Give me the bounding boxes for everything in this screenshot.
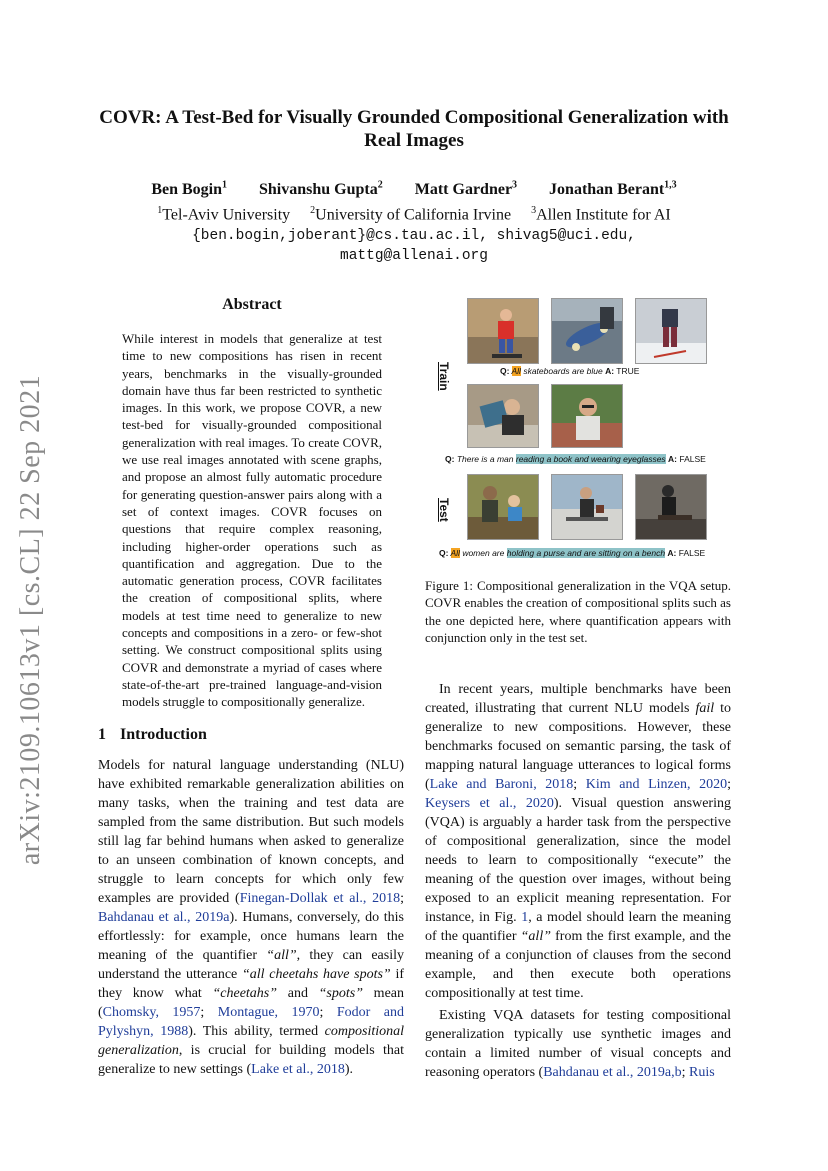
train-question-2: Q: There is a man reading a book and wearing eyeglasses A: FALSE	[445, 454, 706, 464]
emails-line-2: mattg@allenai.org	[340, 247, 488, 264]
photo-woman-children-bench	[467, 474, 539, 540]
author-block	[80, 175, 748, 266]
train-question-1: Q: All skateboards are blue A: TRUE	[500, 366, 640, 376]
author-name: Shivanshu Gupta$^2$	[259, 180, 383, 199]
author-name: Matt Gardner$^3$	[414, 180, 518, 199]
photo-woman-sitting	[635, 474, 707, 540]
photo-child-skateboard	[467, 298, 539, 364]
author-name: Jonathan Berant$^{1,3}$	[549, 180, 677, 199]
intro-paragraph: Models for natural language understanding (NLU) have exhibited remarkable generalization abilities on many tasks, when the training and test data are sampled from the same distribution. But such models still lag far behind humans when asked to generalize to an unseen combination of known concepts, and struggle to learn concepts for which only few examples are provided (Finegan-Dollak et al., 2018; Bahdanau et al., 2019a). Humans, conversely, do this effortlessly: for example, once humans learn the meaning of the quantifier “all”, they can easily understand the utterance “all cheetahs have spots” if they know what “cheetahs” and “spots” mean (Chomsky, 1957; Montague, 1970; Fodor and Pylyshyn, 1988). This ability, termed compositional generalization, is crucial for building models that generalize to new settings (Lake et al., 2018).	[98, 758, 405, 1077]
photo-skier	[635, 298, 707, 364]
author-name: Ben Bogin$^1$	[151, 180, 227, 199]
right-column-body	[425, 680, 731, 1082]
citation-link[interactable]: Finegan-Dollak et al., 2018	[239, 891, 401, 906]
photo-man-eyeglasses	[551, 384, 623, 448]
citation-link[interactable]: Bahdanau et al., 2019a	[98, 910, 230, 925]
abstract-text: While interest in models that generalize at test time to new compositions has risen in recent years, benchmarks in the visually-grounded domain have thus far been restricted to synthetic images. In this work, we propose COVR, a new test-bed for visually-grounded compositional generalization with real images. To create COVR, we use real images annotated with scene graphs, and propose an almost fully automatic procedure for generating question-answer pairs along with a set of context images. COVR focuses on questions that require complex reasoning, including higher-order operations such as quantification and aggregation. Due to the automatic generation process, COVR facilitates the creation of compositional splits, where models at test time need to generalize to new concepts and compositions in a zero- or few-shot setting. We construct compositional splits using COVR and demonstrate a myriad of cases where state-of-the-art pre-trained language-and-vision models struggle to compositionally generalize.	[122, 331, 382, 710]
citation-link[interactable]: Lake et al., 2018	[251, 1062, 345, 1077]
emails-line-1: {ben.bogin,joberant}@cs.tau.ac.il, shivag5@uci.edu,	[192, 227, 636, 244]
citation-link[interactable]: Bahdanau et al., 2019a,b	[543, 1065, 682, 1080]
photo-man-reading	[467, 384, 539, 448]
section-heading	[98, 726, 221, 744]
arxiv-sidebar	[8, 360, 54, 880]
citation-link[interactable]: Kim and Linzen, 2020	[585, 777, 728, 792]
author-names	[80, 175, 748, 200]
section-number: 1	[98, 726, 106, 743]
figure-1	[425, 292, 735, 574]
test-label: Test	[437, 498, 451, 522]
arxiv-identifier: arXiv:2109.10613v1 [cs.CL] 22 Sep 2021	[15, 374, 46, 866]
citation-link[interactable]: Chomsky, 1957	[102, 1005, 201, 1020]
citation-link[interactable]: Montague, 1970	[217, 1005, 320, 1020]
train-label: Train	[437, 362, 451, 391]
citation-link[interactable]: Keysers et al., 2020	[425, 796, 554, 811]
figure-reference-link[interactable]: 1	[521, 910, 529, 925]
test-question: Q: All women are holding a purse and are sitting on a bench A: FALSE	[439, 548, 706, 558]
citation-link[interactable]: Fodor and Pylyshyn, 1988	[98, 1005, 404, 1039]
paragraph: In recent years, multiple benchmarks have been created, illustrating that current NLU models fail to generalize to new compositions. However, these benchmarks focused on semantic parsing, the task of mapping natural language utterances to logical forms (Lake and Baroni, 2018; Kim and Linzen, 2020; Keysers et al., 2020). Visual question answering (VQA) is arguably a harder task from the perspective of compositional generalization, since the model needs to learn to compositionally “execute” the meaning of the question over images, without being exposed to an explicit meaning representation. For instance, in Fig. 1, a model should learn the meaning of the quantifier “all” from the first example, and the meaning of a conjunction of clauses from the second example, and then execute both operations compositionally at test time.	[425, 682, 732, 1001]
photo-skateboard	[551, 298, 623, 364]
abstract-heading: Abstract	[222, 296, 282, 313]
paragraph: Existing VQA datasets for testing compositional generalization typically use synthetic images and contain a limited number of visual concepts and reasoning operators (Bahdanau et al., 2019a,b; Ruis	[425, 1008, 731, 1080]
paper-title: COVR: A Test-Bed for Visually Grounded Compositional Generalization with Real Images	[99, 107, 729, 151]
citation-link[interactable]: Ruis	[688, 1065, 715, 1080]
affiliations: $^1$Tel-Aviv University $^2$University of California Irvine $^3$Allen Institute for AI	[157, 205, 671, 224]
section-title: Introduction	[120, 726, 207, 743]
citation-link[interactable]: Lake and Baroni, 2018	[429, 777, 574, 792]
figure-caption: Figure 1: Compositional generalization in the VQA setup. COVR enables the creation of compositional splits such as the one depicted here, where quantification appears with conjunction only in the test set.	[425, 578, 731, 645]
photo-woman-purse-bench	[551, 474, 623, 540]
